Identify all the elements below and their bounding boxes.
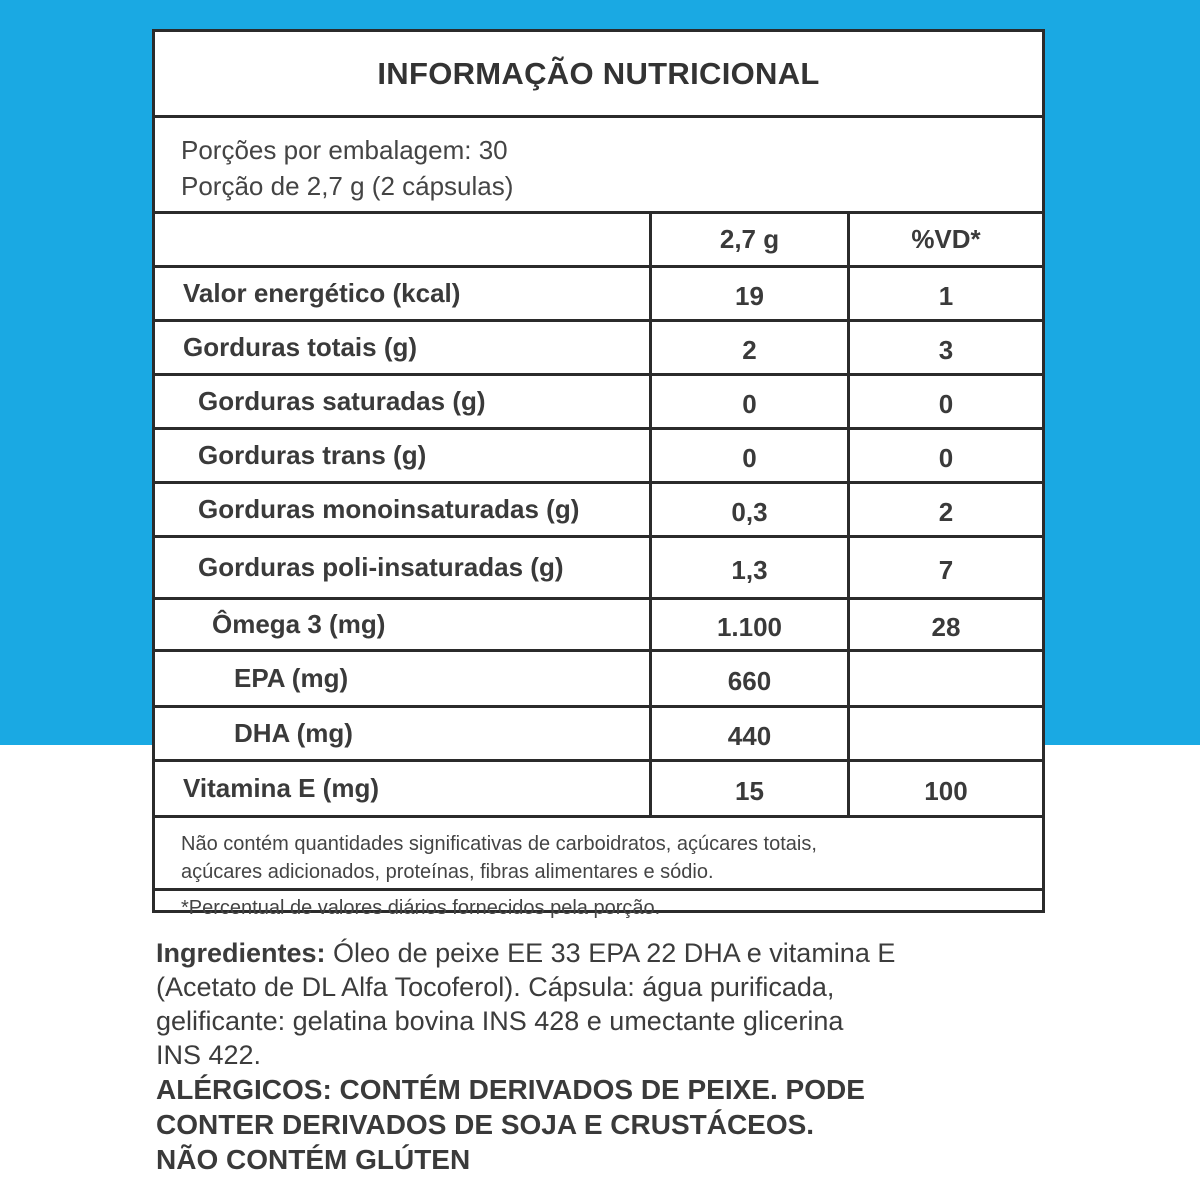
nutrient-dv: 0	[938, 389, 954, 419]
ingredients-label: Ingredientes:	[156, 938, 326, 968]
serving-size: Porção de 2,7 g (2 cápsulas)	[181, 171, 514, 201]
header-amount: 2,7 g	[652, 214, 850, 265]
ingredients-line: gelificante: gelatina bovina INS 428 e umectante glicerina	[156, 1006, 844, 1036]
table-row	[155, 376, 1042, 430]
table-row	[155, 708, 1042, 762]
nutrient-amount: 0	[652, 376, 850, 427]
nutrient-amount: 1.100	[652, 600, 850, 649]
nutrient-dv: 7	[938, 555, 954, 585]
ingredients-text: Óleo de peixe EE 33 EPA 22 DHA e vitamina E	[325, 938, 896, 968]
nutrient-name: DHA (mg)	[155, 708, 652, 759]
header-nutrient	[155, 214, 652, 265]
header-dv: %VD*	[911, 224, 981, 254]
nutrient-amount: 19	[652, 268, 850, 319]
gluten-statement: NÃO CONTÉM GLÚTEN	[156, 1144, 471, 1175]
ingredients-block	[156, 936, 1056, 1072]
table-row	[155, 600, 1042, 652]
nutrient-amount: 660	[652, 652, 850, 705]
nutrient-name: Gorduras totais (g)	[155, 322, 652, 373]
nutrient-name: Gorduras saturadas (g)	[155, 376, 652, 427]
ingredients-line: (Acetato de DL Alfa Tocoferol). Cápsula: água purificada,	[156, 972, 835, 1002]
table-title: INFORMAÇÃO NUTRICIONAL	[155, 32, 1042, 118]
nutrient-dv: 28	[931, 612, 961, 642]
nutrient-amount: 1,3	[652, 538, 850, 597]
nutrient-dv	[850, 708, 1042, 759]
table-row	[155, 322, 1042, 376]
nutrient-amount: 2	[652, 322, 850, 373]
nutrient-name: Vitamina E (mg)	[155, 762, 652, 815]
table-header-row	[155, 214, 1042, 268]
allergen-line: ALÉRGICOS: CONTÉM DERIVADOS DE PEIXE. PODE	[156, 1074, 865, 1105]
nutrient-amount: 0	[652, 430, 850, 481]
table-row	[155, 484, 1042, 538]
nutrient-amount: 0,3	[652, 484, 850, 535]
ingredients-line	[156, 936, 1056, 970]
ingredients-line: INS 422.	[156, 1040, 262, 1070]
nutrient-name: Gorduras trans (g)	[155, 430, 652, 481]
table-row	[155, 762, 1042, 818]
daily-value-footnote: *Percentual de valores diários fornecidos pela porção.	[181, 897, 661, 919]
table-row	[155, 430, 1042, 484]
note-line: Não contém quantidades significativas de carboidratos, açúcares totais,	[181, 833, 817, 855]
table-row	[155, 652, 1042, 708]
nutrient-dv: 3	[938, 335, 954, 365]
note-line: açúcares adicionados, proteínas, fibras alimentares e sódio.	[181, 861, 714, 883]
portion-info	[155, 118, 1042, 214]
nutrient-dv: 2	[938, 497, 954, 527]
nutrient-dv: 1	[938, 281, 954, 311]
nutrient-name: Ômega 3 (mg)	[155, 600, 652, 649]
nutrient-dv	[850, 652, 1042, 705]
nutrient-amount: 440	[652, 708, 850, 759]
nutrition-facts-table	[152, 29, 1045, 919]
nutrient-dv: 100	[924, 776, 968, 806]
allergen-warning	[156, 1072, 1056, 1177]
allergen-line: CONTER DERIVADOS DE SOJA E CRUSTÁCEOS.	[156, 1109, 815, 1140]
table-row	[155, 268, 1042, 322]
servings-per-package: Porções por embalagem: 30	[181, 135, 508, 165]
nutrient-amount: 15	[652, 762, 850, 815]
significant-amounts-note	[155, 818, 1042, 891]
nutrient-name: Gorduras monoinsaturadas (g)	[155, 484, 652, 535]
nutrient-name: Gorduras poli-insaturadas (g)	[155, 538, 652, 597]
table-row	[155, 538, 1042, 600]
nutrient-dv: 0	[938, 443, 954, 473]
nutrient-name: Valor energético (kcal)	[155, 268, 652, 319]
nutrient-name: EPA (mg)	[155, 652, 652, 705]
